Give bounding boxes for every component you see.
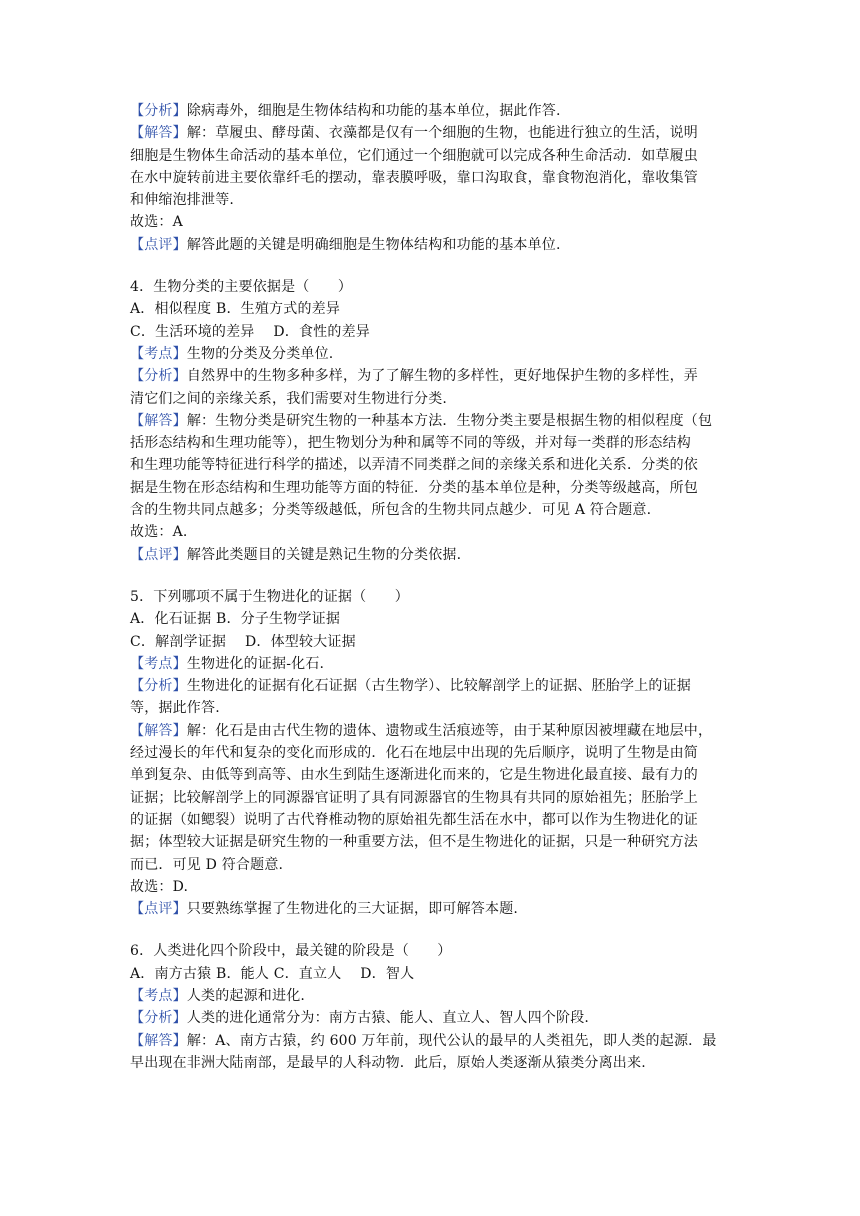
answer-tag: 【解答】 (130, 412, 187, 429)
answer-text-line: 的证据（如鳃裂）说明了古代脊椎动物的原始祖先都生活在水中，都可以作为生物进化的证 (130, 811, 698, 828)
analysis-line (130, 675, 730, 697)
answer-tag: 【解答】 (130, 125, 187, 142)
kaodian-tag: 【考点】 (130, 655, 187, 672)
kaodian-tag: 【考点】 (130, 345, 187, 362)
kaodian-line (130, 985, 730, 1007)
answer-text-line: 单到复杂、由低等到高等、由水生到陆生逐渐进化而来的，它是生物进化最直接、最有力的 (130, 767, 698, 784)
comment-tag: 【点评】 (130, 546, 187, 563)
answer-text: 解：A、南方古猿，约 600 万年前，现代公认的最早的人类祖先，即人类的起源．最 (186, 1032, 717, 1049)
analysis-text-line: 等，据此作答. (130, 700, 220, 717)
analysis-text: 生物进化的证据有化石证据（古生物学）、比较解剖学上的证据、胚胎学上的证据 (186, 678, 692, 695)
answer-text-line: 经过漫长的年代和复杂的变化而形成的．化石在地层中出现的先后顺序，说明了生物是由简 (130, 745, 698, 762)
answer-tag: 【解答】 (130, 722, 187, 739)
comment-text: 只要熟练掌握了生物进化的三大证据，即可解答本题. (186, 901, 519, 918)
analysis-text-line: 清它们之间的亲缘关系，我们需要对生物进行分类. (130, 390, 448, 407)
question-5-title: 5．下列哪项不属于生物进化的证据（ ） (130, 588, 409, 605)
question-4-options-2: C．生活环境的差异 D．食性的差异 (130, 323, 370, 340)
answer-text-line: 在水中旋转前进主要依靠纤毛的摆动，靠表膜呼吸，靠口沟取食，靠食物泡消化，靠收集管 (130, 169, 698, 186)
analysis-tag: 【分析】 (130, 103, 187, 119)
analysis-tag: 【分析】 (130, 368, 187, 385)
analysis-text: 自然界中的生物多种多样，为了了解生物的多样性，更好地保护生物的多样性，弄 (186, 368, 699, 385)
analysis-tag: 【分析】 (130, 678, 187, 695)
kaodian-text: 人类的起源和进化. (186, 987, 306, 1004)
answer-text-line: 证据；比较解剖学上的同源器官证明了具有同源器官的生物具有共同的原始祖先；胚胎学上 (130, 789, 698, 806)
kaodian-tag: 【考点】 (130, 987, 187, 1004)
answer-text-line: 和伸缩泡排泄等. (130, 192, 235, 209)
question-4-options-1: A．相似程度 B．生殖方式的差异 (130, 301, 341, 318)
answer-text-line: 而已．可见 D 符合题意. (130, 856, 284, 873)
kaodian-text: 生物的分类及分类单位. (186, 345, 334, 362)
document-page (130, 100, 730, 1074)
answer-line (130, 1030, 730, 1052)
analysis-tag: 【分析】 (130, 1010, 187, 1027)
answer-text: 解：草履虫、酵母菌、衣藻都是仅有一个细胞的生物，也能进行独立的生活，说明 (186, 125, 699, 142)
choice-line: 故选：A (130, 214, 183, 231)
answer-text-line: 含的生物共同点越多；分类等级越低，所包含的生物共同点越少．可见 A 符合题意. (130, 502, 652, 519)
answer-text-line: 据；体型较大证据是研究生物的一种重要方法，但不是生物进化的证据，只是一种研究方法 (130, 834, 698, 851)
answer-tag: 【解答】 (130, 1032, 187, 1049)
comment-line (130, 898, 730, 920)
comment-line (130, 544, 730, 566)
answer-text: 解：生物分类是研究生物的一种基本方法．生物分类主要是根据生物的相似程度（包 (186, 412, 713, 429)
question-5-options-1: A．化石证据 B．分子生物学证据 (130, 611, 341, 628)
comment-tag: 【点评】 (130, 901, 187, 918)
choice-line: 故选：A. (130, 524, 188, 541)
answer-text: 解：化石是由古代生物的遗体、遗物或生活痕迹等，由于某种原因被埋藏在地层中， (186, 722, 713, 739)
kaodian-text: 生物进化的证据-化石. (186, 655, 325, 672)
answer-text-line: 和生理功能等特征进行科学的描述，以弄清不同类群之间的亲缘关系和进化关系．分类的依 (130, 457, 698, 474)
question-5-options-2: C．解剖学证据 D．体型较大证据 (130, 633, 356, 650)
comment-text: 解答此类题目的关键是熟记生物的分类依据. (186, 546, 462, 563)
comment-tag: 【点评】 (130, 236, 187, 253)
analysis-text: 人类的进化通常分为：南方古猿、能人、直立人、智人四个阶段. (186, 1010, 590, 1027)
question-6-title: 6．人类进化四个阶段中，最关键的阶段是（ ） (130, 943, 452, 960)
answer-line (130, 410, 730, 432)
answer-text-line: 细胞是生物体生命活动的基本单位，它们通过一个细胞就可以完成各种生命活动．如草履虫 (130, 147, 698, 164)
kaodian-line (130, 653, 730, 675)
analysis-text: 除病毒外，细胞是生物体结构和功能的基本单位，据此作答. (186, 103, 561, 119)
choice-line: 故选：D. (130, 878, 189, 895)
comment-text: 解答此题的关键是明确细胞是生物体结构和功能的基本单位. (186, 236, 561, 253)
answer-text-line: 括形态结构和生理功能等），把生物划分为种和属等不同的等级，并对每一类群的形态结构 (130, 435, 691, 452)
answer-line (130, 122, 730, 144)
question-4-title: 4．生物分类的主要依据是（ ） (130, 279, 353, 296)
analysis-line (130, 1007, 730, 1029)
analysis-line (130, 100, 730, 122)
answer-text-line: 据是生物在形态结构和生理功能等方面的特征．分类的基本单位是种，分类等级越高，所包 (130, 479, 698, 496)
analysis-line (130, 365, 730, 387)
answer-text-line: 早出现在非洲大陆南部，是最早的人科动物．此后，原始人类逐渐从猿类分离出来. (130, 1054, 646, 1071)
comment-line (130, 234, 730, 256)
question-6-options-1: A．南方古猿 B．能人 C．直立人 D．智人 (130, 965, 415, 982)
answer-line (130, 720, 730, 742)
kaodian-line (130, 343, 730, 365)
